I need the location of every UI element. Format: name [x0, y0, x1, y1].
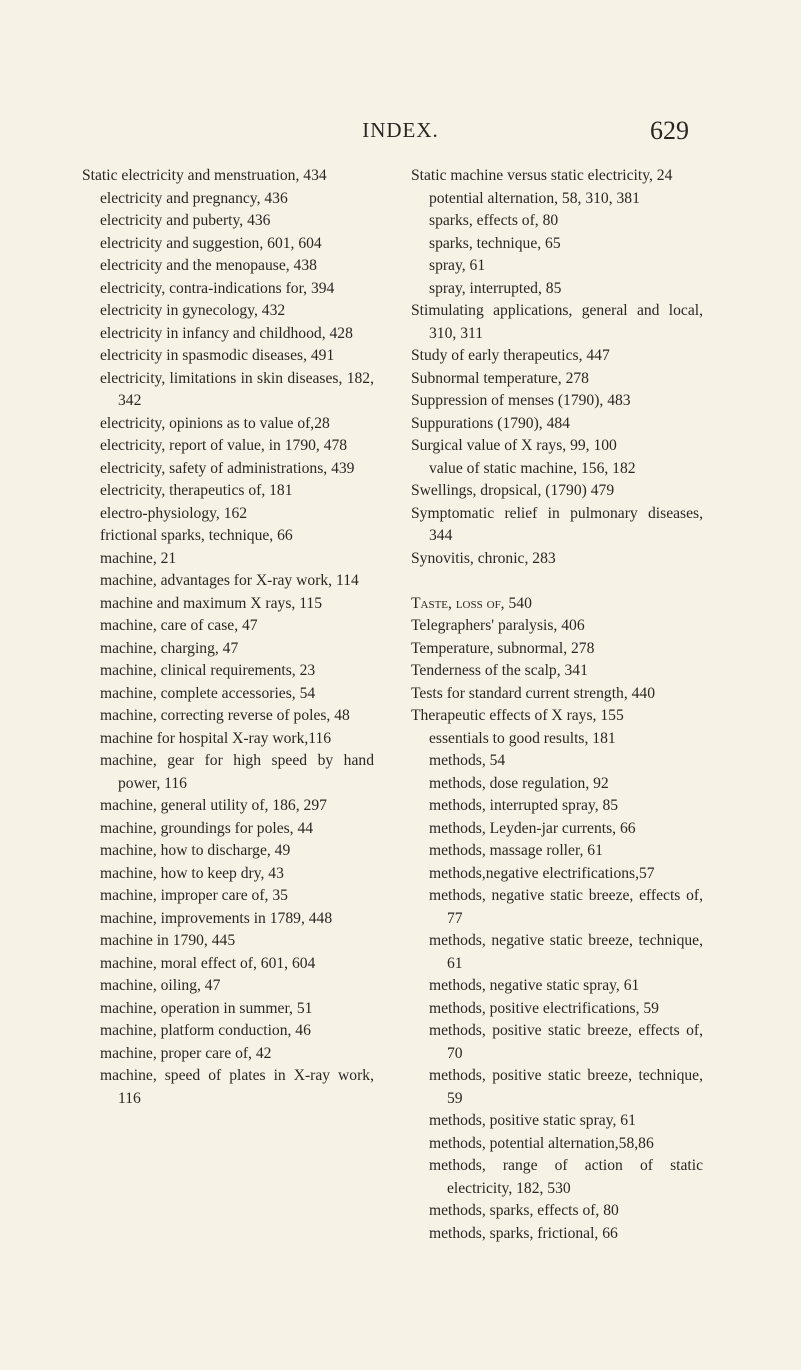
index-entry: electricity, therapeutics of, 181 — [100, 482, 293, 499]
index-entry: methods, dose regulation, 92 — [429, 774, 609, 792]
index-entry: methods, negative static breeze, effects of, 77 — [429, 887, 703, 927]
index-entry: Swellings, dropsical, (1790) 479 — [411, 482, 615, 499]
index-entry: Temperature, subnormal, 278 — [411, 639, 595, 657]
index-entry: Study of early therapeutics, 447 — [411, 347, 610, 364]
index-entry: electricity, limitations in skin diseases, 182, 342 — [100, 369, 374, 409]
index-entry: machine, how to keep dry, 43 — [100, 864, 284, 882]
index-entry: electricity in infancy and childhood, 428 — [100, 324, 353, 342]
index-entry: machine, moral effect of, 601, 604 — [100, 954, 316, 972]
index-entry: electricity and suggestion, 601, 604 — [100, 234, 322, 252]
index-entry: electricity, report of value, in 1790, 478 — [100, 437, 348, 454]
index-entry: methods, range of action of static electricity, 182, 530 — [429, 1157, 703, 1197]
index-entry: Static electricity and menstruation, 434 — [82, 167, 327, 184]
index-entry: methods, Leyden-jar currents, 66 — [429, 819, 636, 837]
index-entry: Therapeutic effects of X rays, 155 — [411, 707, 624, 724]
index-entry: electricity and the menopause, 438 — [100, 257, 317, 274]
index-column-left — [82, 165, 374, 1110]
index-entry: electro-physiology, 162 — [100, 504, 248, 522]
index-entry: machine, improvements in 1789, 448 — [100, 909, 333, 927]
index-entry: machine, speed of plates in X-ray work, 116 — [100, 1067, 374, 1107]
index-entry: methods, potential alternation,58,86 — [429, 1134, 654, 1152]
index-entry: electricity, opinions as to value of,28 — [100, 414, 330, 432]
index-entry: methods, 54 — [429, 752, 506, 769]
index-entry: machine, gear for high speed by hand power, 116 — [100, 752, 374, 792]
page-header — [0, 116, 801, 156]
index-entry: methods,negative electrifications,57 — [429, 864, 655, 882]
index-entry: spray, 61 — [429, 257, 486, 274]
index-entry: machine, operation in summer, 51 — [100, 999, 313, 1017]
index-column-right — [411, 165, 703, 1245]
index-entry: Surgical value of X rays, 99, 100 — [411, 437, 617, 454]
index-entry: methods, negative static spray, 61 — [429, 977, 640, 994]
index-entry: methods, sparks, frictional, 66 — [429, 1224, 618, 1242]
index-entry: Symptomatic relief in pulmonary diseases, 344 — [411, 504, 703, 544]
index-entry: machine, care of case, 47 — [100, 617, 258, 634]
index-entry: electricity, contra-indications for, 394 — [100, 279, 335, 297]
index-entry: value of static machine, 156, 182 — [429, 459, 636, 477]
index-entry: Stimulating applications, general and local, 310, 311 — [411, 302, 703, 342]
index-entry: methods, interrupted spray, 85 — [429, 797, 619, 814]
index-entry: methods, positive static breeze, effects of, 70 — [429, 1022, 703, 1062]
index-entry: Tests for standard current strength, 440 — [411, 684, 656, 702]
index-entry: electricity, safety of administrations, 439 — [100, 459, 355, 477]
index-entry: essentials to good results, 181 — [429, 729, 616, 747]
index-entry: methods, negative static breeze, technique, 61 — [429, 932, 703, 972]
index-entry: methods, sparks, effects of, 80 — [429, 1202, 619, 1219]
index-entry: machine, general utility of, 186, 297 — [100, 797, 327, 814]
index-entry: sparks, technique, 65 — [429, 234, 561, 252]
index-entry: methods, positive electrifications, 59 — [429, 999, 659, 1017]
index-entry: Synovitis, chronic, 283 — [411, 549, 556, 567]
index-entry: machine, charging, 47 — [100, 639, 239, 657]
index-entry: Suppression of menses (1790), 483 — [411, 392, 631, 409]
index-entry: frictional sparks, technique, 66 — [100, 527, 293, 544]
index-entry: machine and maximum X rays, 115 — [100, 594, 323, 612]
index-entry: methods, positive static breeze, technique, 59 — [429, 1067, 703, 1107]
index-entry: Subnormal temperature, 278 — [411, 369, 589, 387]
index-entry: Tenderness of the scalp, 341 — [411, 662, 588, 679]
index-entry: machine, clinical requirements, 23 — [100, 662, 316, 679]
index-entry: methods, positive static spray, 61 — [429, 1112, 636, 1129]
index-entry: machine, oiling, 47 — [100, 977, 221, 994]
index-entry: Taste, loss of, 540 — [411, 594, 532, 612]
index-entry: Static machine versus static electricity, 24 — [411, 167, 673, 184]
index-entry: machine, improper care of, 35 — [100, 887, 288, 904]
index-entry: machine, advantages for X-ray work, 114 — [100, 572, 359, 589]
index-entry: spray, interrupted, 85 — [429, 279, 562, 297]
page-title: INDEX. — [362, 118, 439, 142]
index-entry: machine, complete accessories, 54 — [100, 684, 316, 702]
index-entry: sparks, effects of, 80 — [429, 212, 559, 229]
index-entry: machine, proper care of, 42 — [100, 1044, 272, 1062]
index-entry: machine for hospital X-ray work,116 — [100, 729, 332, 747]
index-entry: electricity and pregnancy, 436 — [100, 189, 288, 207]
index-entry: machine, platform conduction, 46 — [100, 1022, 311, 1039]
index-entry: machine, groundings for poles, 44 — [100, 819, 314, 837]
index-entry: machine, correcting reverse of poles, 48 — [100, 707, 350, 724]
page-number: 629 — [650, 116, 689, 145]
index-entry: machine, 21 — [100, 549, 177, 567]
index-entry: electricity in spasmodic diseases, 491 — [100, 347, 335, 364]
index-entry: electricity and puberty, 436 — [100, 212, 271, 229]
index-entry: Telegraphers' paralysis, 406 — [411, 617, 585, 634]
index-entry: potential alternation, 58, 310, 381 — [429, 189, 640, 207]
index-entry: machine, how to discharge, 49 — [100, 842, 291, 859]
index-entry: electricity in gynecology, 432 — [100, 302, 286, 319]
index-entry: machine in 1790, 445 — [100, 932, 236, 949]
index-entry: Suppurations (1790), 484 — [411, 414, 570, 432]
index-entry: methods, massage roller, 61 — [429, 842, 603, 859]
